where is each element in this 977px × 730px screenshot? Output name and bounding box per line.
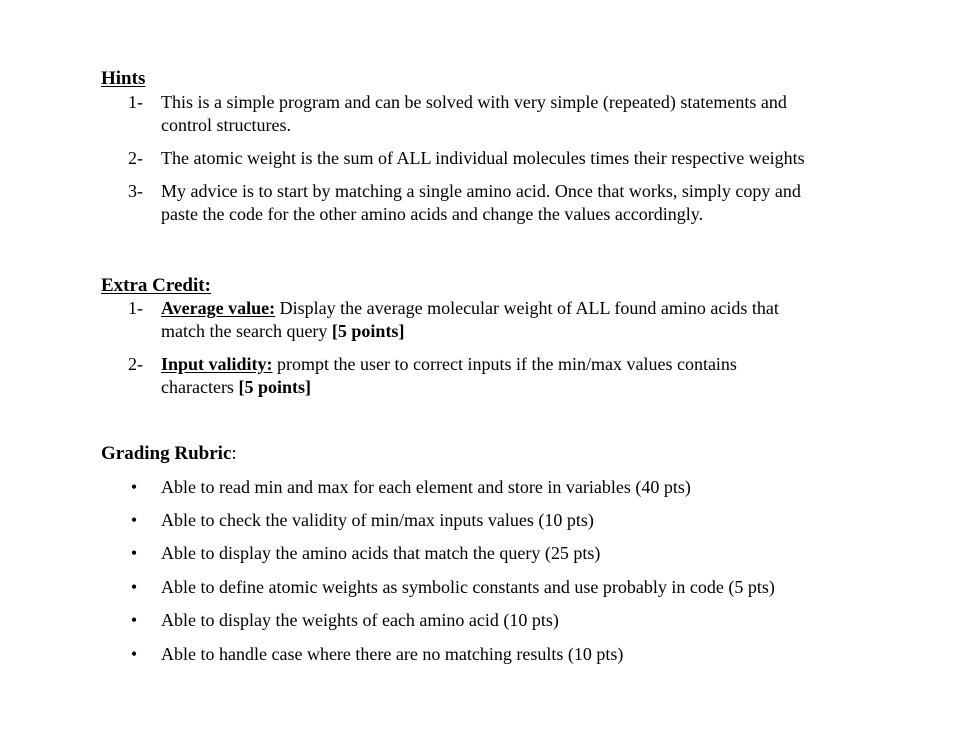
extra-credit-line [161, 320, 918, 343]
hint-line: control structures. [161, 115, 291, 135]
extra-credit-description: prompt the user to correct inputs if the min/max values contains [272, 354, 737, 374]
hint-number: 2- [128, 148, 143, 168]
extra-credit-line [161, 353, 918, 376]
extra-credit-points: [5 points] [331, 321, 405, 341]
rubric-item-text: Able to define atomic weights as symbolic constants and use probably in code (5 pts) [161, 577, 775, 597]
bullet-icon: • [130, 610, 138, 630]
hints-heading: Hints [101, 68, 146, 89]
extra-credit-label: Average value: [161, 298, 276, 318]
hint-line: This is a simple program and can be solved with very simple (repeated) statements and [161, 92, 787, 112]
extra-credit-text [161, 297, 918, 343]
hint-text [161, 91, 918, 137]
hint-text [161, 147, 918, 170]
rubric-item-text: Able to check the validity of min/max inputs values (10 pts) [161, 510, 594, 530]
grading-rubric-title: Grading Rubric [101, 443, 232, 464]
bullet-icon: • [130, 510, 138, 530]
extra-credit-label: Input validity: [161, 354, 273, 374]
extra-credit-heading: Extra Credit: [101, 275, 211, 296]
extra-credit-line [161, 376, 918, 399]
rubric-item-text: Able to display the weights of each amino acid (10 pts) [161, 610, 559, 630]
rubric-item-text: Able to handle case where there are no matching results (10 pts) [161, 644, 624, 664]
hint-line: My advice is to start by matching a single amino acid. Once that works, simply copy and [161, 181, 801, 201]
grading-rubric-colon: : [231, 443, 237, 464]
extra-credit-number: 1- [128, 298, 143, 318]
hint-number: 1- [128, 92, 143, 112]
extra-credit-text [161, 353, 918, 399]
bullet-icon: • [130, 543, 138, 563]
extra-credit-line [161, 297, 918, 320]
extra-credit-number: 2- [128, 354, 143, 374]
bullet-icon: • [130, 477, 138, 497]
hint-line: The atomic weight is the sum of ALL individual molecules times their respective weights [161, 148, 805, 168]
rubric-item-text: Able to display the amino acids that match the query (25 pts) [161, 543, 601, 563]
extra-credit-points: [5 points] [238, 377, 311, 397]
hint-number: 3- [128, 181, 143, 201]
extra-credit-description: Display the average molecular weight of ALL found amino acids that [275, 298, 779, 318]
hint-line: paste the code for the other amino acids and change the values accordingly. [161, 204, 704, 224]
grading-rubric-heading [101, 442, 237, 465]
hint-text [161, 180, 918, 226]
rubric-item-text: Able to read min and max for each element and store in variables (40 pts) [161, 477, 691, 497]
extra-credit-description: match the search query [161, 321, 332, 341]
extra-credit-description: characters [161, 377, 239, 397]
bullet-icon: • [130, 577, 138, 597]
bullet-icon: • [130, 644, 138, 664]
